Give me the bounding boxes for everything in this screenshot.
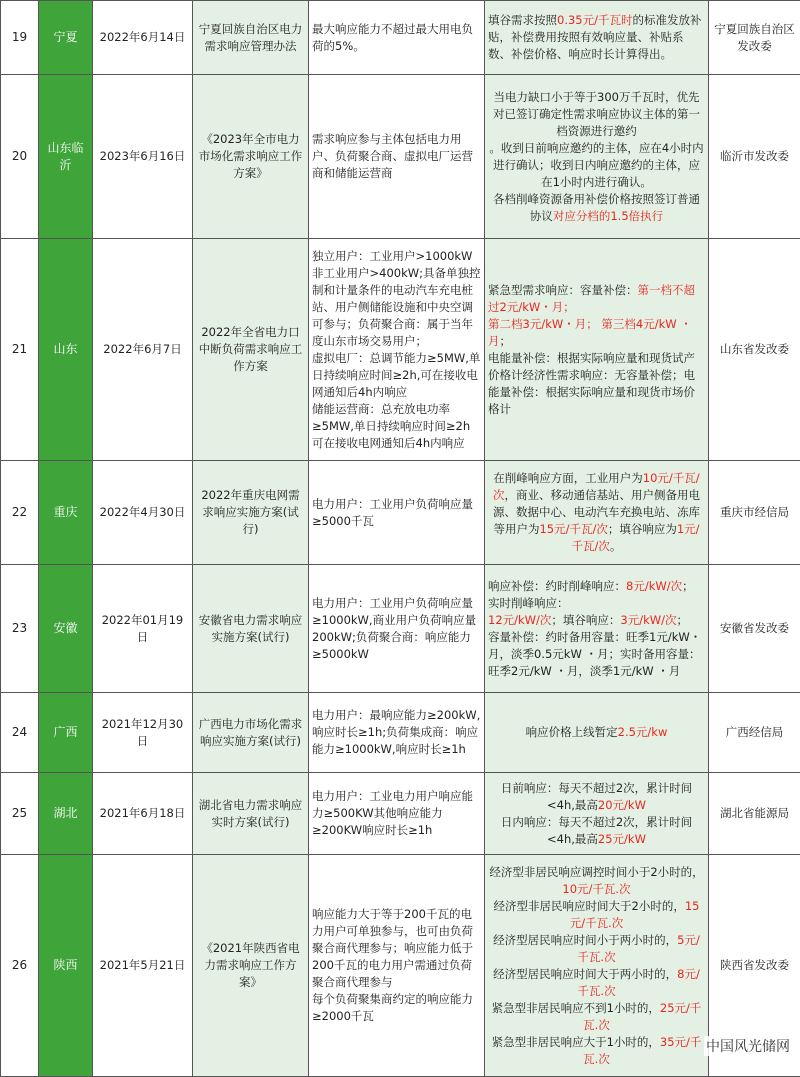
issuing-department-cell: 广西经信局 — [709, 693, 800, 773]
price-text: 的标准发放补贴，补偿费用按照有效响应量、补贴系数、补偿价格、响应时长计算得出。 — [488, 13, 701, 61]
price-line — [488, 629, 705, 680]
price-text: 日内响应：每天不超过2次，累计时间<4h,最高 — [501, 815, 692, 846]
row-number-cell: 26 — [1, 855, 39, 1077]
highlighted-price: 第三档4元/kW ・月 — [488, 317, 692, 348]
row-number-cell: 25 — [1, 773, 39, 855]
price-text: 在削峰响应方面，工业用户为 — [493, 471, 643, 485]
requirement-text: 每个负荷聚集商约定的响应能力≥2000千瓦 — [312, 991, 481, 1025]
requirement-text: 电力用户：工业用户负荷响应量≥5000千瓦 — [312, 496, 481, 530]
price-line — [488, 470, 705, 555]
requirement-text: 电力用户：工业电力用户响应能力≥500KW其他响应能力≥200KW响应时长≥1h — [312, 788, 481, 839]
requirement-text: 电力用户：工业用户负荷响应量≥1000kW,商业用户负荷响应量200kW;负荷聚合商：响应能力≥5000kW — [312, 595, 481, 663]
policy-title-cell: 安徽省电力需求响应实施方案(试行) — [193, 565, 309, 693]
row-number-cell: 21 — [1, 239, 39, 461]
table-row — [1, 75, 800, 239]
table-row — [1, 1, 800, 75]
row-number-cell: 23 — [1, 565, 39, 693]
highlighted-price: 第二档3元/kW・月； — [488, 317, 598, 331]
highlighted-price: 20元/kW — [598, 798, 646, 812]
highlighted-price: 5元/千瓦.次 — [577, 933, 699, 964]
compensation-price-cell — [485, 239, 709, 461]
price-line — [488, 578, 705, 612]
price-line — [488, 864, 705, 898]
highlighted-price: 8元/千瓦.次 — [577, 967, 699, 998]
price-line — [488, 191, 705, 225]
issuing-department-cell: 安徽省发改委 — [709, 565, 800, 693]
province-cell: 宁夏 — [39, 1, 93, 75]
price-text: 响应补偿：约时削峰响应： — [488, 579, 626, 593]
issuing-department-cell: 宁夏回族自治区发改委 — [709, 1, 800, 75]
requirement-text: 虚拟电厂：总调节能力≥5MW,单日持续响应时间≥2h,可在接收电网通知后4h内响应 — [312, 350, 481, 401]
price-text: 当电力缺口小于等于300万千瓦时，优先对已签订确定性需求响应协议主体的第一档资源进行邀约 — [493, 90, 700, 138]
highlighted-price: 2.5元/kw — [618, 725, 668, 739]
highlighted-price: 25元/千瓦.次 — [583, 1001, 701, 1032]
price-line — [488, 89, 705, 140]
highlighted-price: 25元/kW — [598, 832, 646, 846]
price-line — [488, 316, 705, 350]
compensation-price-cell — [485, 565, 709, 693]
table-row — [1, 461, 800, 565]
highlighted-price: 第一档不超过2元/kW・月； — [488, 283, 695, 314]
requirement-text: 储能运营商：总充放电功率≥5MW,单日持续响应时间≥2h — [312, 401, 481, 435]
price-line — [488, 898, 705, 932]
price-text: 紧急型需求响应：容量补偿： — [488, 283, 638, 297]
price-text: 经济型非居民响应调控时间小于2小时的， — [489, 865, 703, 879]
policy-title-cell: 2022年重庆电网需求响应实施方案(试行) — [193, 461, 309, 565]
price-line — [488, 350, 705, 418]
participant-requirements-cell — [309, 773, 485, 855]
row-number-cell: 24 — [1, 693, 39, 773]
issuing-department-cell: 湖北省能源局 — [709, 773, 800, 855]
highlighted-price: 8元/kW/次 — [626, 579, 682, 593]
highlighted-price: 对应分档的1.5倍执行 — [553, 209, 663, 223]
requirement-text: 独立用户：工业用户>1000kW — [312, 248, 481, 265]
price-text: 电能量补偿：根据实际响应量和现货试产价格计经济性需求响应：无容量补偿；电能量补偿：根据实际响应量和现货市场价格计 — [488, 351, 695, 416]
highlighted-price: 12元/kW/次 — [488, 613, 551, 627]
price-line — [488, 140, 705, 191]
price-line — [488, 814, 705, 848]
price-text: 。收到日前响应邀约的主体，应在4小时内进行确认；收到日内响应邀约的主体，应在1小时内进行确认。 — [489, 141, 703, 189]
price-line — [488, 612, 705, 629]
policy-title-cell: 《2021年陕西省电力需求响应工作方案》 — [193, 855, 309, 1077]
price-line — [488, 1000, 705, 1034]
table-row — [1, 565, 800, 693]
province-cell: 湖北 — [39, 773, 93, 855]
date-cell: 2022年01月19日 — [93, 565, 193, 693]
highlighted-price: 10元/千瓦/次 — [493, 471, 700, 502]
highlighted-price: 0.35元/千瓦时 — [557, 13, 632, 27]
participant-requirements-cell — [309, 855, 485, 1077]
participant-requirements-cell — [309, 461, 485, 565]
highlighted-price: 15元/千瓦/次 — [539, 522, 607, 536]
requirement-text: 可在接收电网通知后4h内响应 — [312, 435, 481, 452]
price-text: 经济型居民响应时间大于两小时的， — [493, 967, 677, 981]
table-row — [1, 239, 800, 461]
price-text: 日前响应：每天不超过2次，累计时间<4h,最高 — [501, 781, 692, 812]
price-line — [488, 932, 705, 966]
highlighted-price: 35元/千瓦.次 — [583, 1035, 701, 1066]
issuing-department-cell: 山东省发改委 — [709, 239, 800, 461]
requirement-text: 最大响应能力不超过最大用电负荷的5%。 — [312, 21, 481, 55]
province-cell: 安徽 — [39, 565, 93, 693]
compensation-price-cell — [485, 855, 709, 1077]
table-body — [1, 1, 800, 1077]
policy-title-cell: 广西电力市场化需求响应实施方案(试行) — [193, 693, 309, 773]
highlighted-price: 15元/千瓦.次 — [570, 899, 700, 930]
price-line — [488, 966, 705, 1000]
highlighted-price: 1元/千瓦/次 — [572, 522, 700, 553]
date-cell: 2021年5月21日 — [93, 855, 193, 1077]
requirement-text: 需求响应参与主体包括电力用户、负荷聚合商、虚拟电厂运营商和储能运营商 — [312, 131, 481, 182]
price-text: 紧急型非居民响应不到1小时的， — [492, 1001, 660, 1015]
price-text: ，商业、移动通信基站、用户侧备用电源、数据中心、电动汽车充换电站、冻库等用户为 — [493, 488, 700, 536]
policy-title-cell: 宁夏回族自治区电力需求响应管理办法 — [193, 1, 309, 75]
price-text: 。 — [610, 539, 622, 553]
price-line — [488, 724, 705, 741]
highlighted-price: 10元/千瓦.次 — [562, 882, 630, 896]
compensation-price-cell — [485, 75, 709, 239]
price-line — [488, 282, 705, 316]
requirement-text: 响应能力大于等于200千瓦的电力用户可单独参与，也可由负荷聚合商代理参与；响应能力低于200千瓦的电力用户需通过负荷聚合商代理参与 — [312, 906, 481, 991]
issuing-department-cell: 陕西省发改委 — [709, 855, 800, 1077]
table-row — [1, 693, 800, 773]
price-text: 经济型居民响应时间小于两小时的， — [493, 933, 677, 947]
price-text: ； — [677, 613, 689, 627]
participant-requirements-cell — [309, 565, 485, 693]
issuing-department-cell: 重庆市经信局 — [709, 461, 800, 565]
price-text: ；填谷响应为 — [608, 522, 677, 536]
participant-requirements-cell — [309, 693, 485, 773]
row-number-cell: 20 — [1, 75, 39, 239]
issuing-department-cell: 临沂市发改委 — [709, 75, 800, 239]
compensation-price-cell — [485, 461, 709, 565]
province-cell: 山东临沂 — [39, 75, 93, 239]
participant-requirements-cell — [309, 239, 485, 461]
requirement-text: 非工业用户>400kW;具备单独控制和计量条件的电动汽车充电桩站、用户侧储能设施和中央空调可参与；负荷聚合商：属于当年度山东市场交易用户； — [312, 265, 481, 350]
price-text: 紧急型非居民响应大于1小时的， — [492, 1035, 660, 1049]
province-cell: 重庆 — [39, 461, 93, 565]
date-cell: 2022年6月7日 — [93, 239, 193, 461]
table-row — [1, 773, 800, 855]
policy-title-cell: 2022年全省电力口中断负荷需求响应工作方案 — [193, 239, 309, 461]
date-cell: 2021年6月18日 — [93, 773, 193, 855]
row-number-cell: 19 — [1, 1, 39, 75]
participant-requirements-cell — [309, 1, 485, 75]
province-cell: 山东 — [39, 239, 93, 461]
price-text: 容量补偿：约时备用容量：旺季1元/kW・月，淡季0.5元kW ・月；实时备用容量：旺季2元/kW ・月，淡季1元/kW ・月 — [488, 630, 701, 678]
price-text: ； — [500, 334, 512, 348]
province-cell: 广西 — [39, 693, 93, 773]
watermark-text: 中国风光储网 — [704, 1036, 792, 1056]
date-cell: 2022年6月14日 — [93, 1, 193, 75]
price-line — [488, 1034, 705, 1068]
participant-requirements-cell — [309, 75, 485, 239]
price-text: 填谷需求按照 — [488, 13, 557, 27]
price-line — [488, 12, 705, 63]
price-text: ；填谷响应： — [551, 613, 620, 627]
table-row — [1, 855, 800, 1077]
requirement-text: 电力用户：最响应能力≥200kW,响应时长≥1h;负荷集成商：响应能力≥1000kW,响应时长≥1h — [312, 707, 481, 758]
date-cell: 2022年4月30日 — [93, 461, 193, 565]
compensation-price-cell — [485, 693, 709, 773]
highlighted-price: 3元/kW/次 — [620, 613, 676, 627]
price-line — [488, 780, 705, 814]
province-cell: 陕西 — [39, 855, 93, 1077]
price-text: 各档削峰资源备用补偿价格按照签订普通协议 — [493, 192, 700, 223]
price-text: 经济型非居民响应时间大于2小时的， — [494, 899, 685, 913]
date-cell: 2023年6月16日 — [93, 75, 193, 239]
compensation-price-cell — [485, 773, 709, 855]
policy-title-cell: 湖北省电力需求响应实时方案(试行) — [193, 773, 309, 855]
price-text: ；实时削峰响应： — [488, 579, 694, 610]
date-cell: 2021年12月30日 — [93, 693, 193, 773]
compensation-price-cell — [485, 1, 709, 75]
price-text: 响应价格上线暂定 — [526, 725, 618, 739]
policy-title-cell: 《2023年全市电力市场化需求响应工作方案》 — [193, 75, 309, 239]
row-number-cell: 22 — [1, 461, 39, 565]
